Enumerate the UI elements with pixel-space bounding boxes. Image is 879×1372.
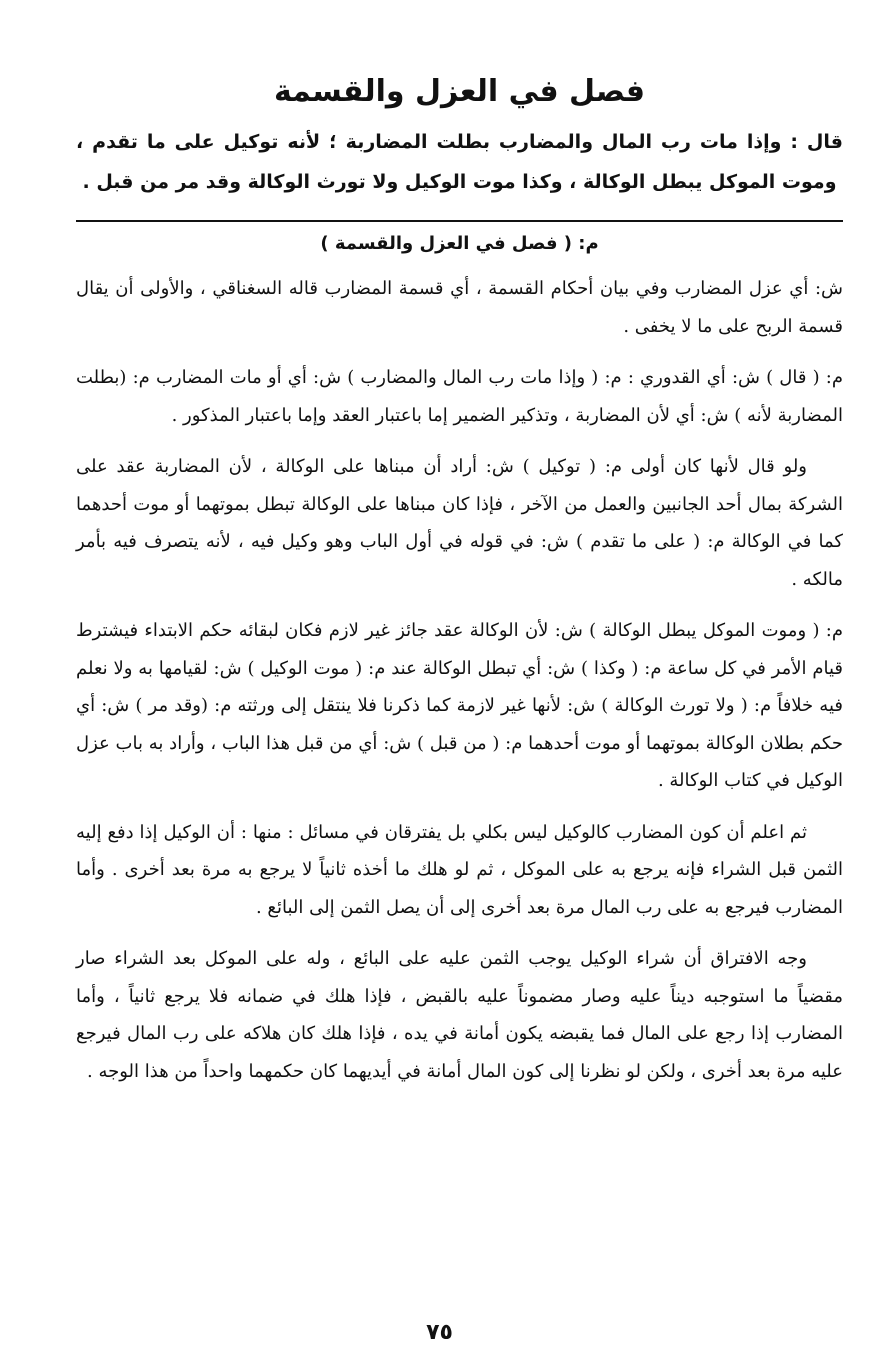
page-title: فصل في العزل والقسمة (273, 74, 646, 109)
commentary-paragraph-3: ولو قال لأنها كان أولى م: ( توكيل ) ش: أراد أن مبناها على الوكالة ، لأن المضاربة عقد على الشركة بمال أحد الجانبين والعمل من الآخر ، فإذا كان مبناها على الوكالة تبطل بموتهما أو موت أحدهما كما في الوكالة م: ( على ما تقدم ) ش: في قوله في أول الباب وهو وكيل فيه ، لأنه يتصرف فيه بأمر مالكه . (76, 456, 843, 590)
commentary-paragraph-6: وجه الافتراق أن شراء الوكيل يوجب الثمن عليه على البائع ، وله على الموكل بعد الشراء صار مقضياً ما استوجبه ديناً عليه وصار مضموناً عليه بالقبض ، فإذا هلك في ضمانه فلا يرجع ثانياً ، وأما المضارب إذا رجع على المال فما يقبضه يكون أمانة في يده ، فإذا هلك كان هلاكه على رب المال فيرجع عليه مرة بعد أخرى ، ولكن لو نظرنا إلى كون المال أمانة في أيديهما كان حكمهما واحداً من هذا الوجه . (76, 948, 843, 1082)
commentary-paragraph-1: ش: أي عزل المضارب وفي بيان أحكام القسمة ، أي قسمة المضارب قاله السغناقي ، والأولى أن يقال قسمة الربح على ما لا يخفى . (76, 278, 843, 337)
commentary-section (76, 224, 843, 1090)
separator-line (76, 220, 843, 222)
commentary-paragraph-5: ثم اعلم أن كون المضارب كالوكيل ليس بكلي بل يفترقان في مسائل : منها : أن الوكيل إذا دفع إليه الثمن قبل الشراء فإنه يرجع به على الموكل ، ثم لو هلك ما أخذه ثانياً لا يرجع به مرة بعد أخرى . وأما المضارب فيرجع به على رب المال مرة بعد أخرى إلى أن يصل الثمن إلى البائع . (76, 821, 843, 918)
section-heading: م: ( فصل في العزل والقسمة ) (320, 233, 599, 254)
matn-text: قال : وإذا مات رب المال والمضارب بطلت المضاربة ؛ لأنه توكيل على ما تقدم ، وموت الموكل يبطل الوكالة ، وكذا موت الوكيل ولا تورث الوكالة وقد مر من قبل . (76, 131, 843, 193)
commentary-paragraph-2: م: ( قال ) ش: أي القدوري : م: ( وإذا مات رب المال والمضارب ) ش: أي أو مات المضارب م: (بطلت المضاربة لأنه ) ش: أي لأن المضاربة ، وتذكير الضمير إما باعتبار العقد وإما باعتبار المذكور . (76, 367, 843, 426)
commentary-paragraph-4: م: ( وموت الموكل يبطل الوكالة ) ش: لأن الوكالة عقد جائز غير لازم فكان لبقائه حكم الابتداء فيشترط قيام الأمر في كل ساعة م: ( وكذا ) ش: أي تبطل الوكالة عند م: ( موت الوكيل ) ش: لقيامها به ولا نعلم فيه خلافاً م: ( ولا تورث الوكالة ) ش: لأنها غير لازمة كما ذكرنا فلا ينتقل إلى ورثته م: (وقد مر ) ش: أي حكم بطلان الوكالة بموتهما أو موت أحدهما م: ( من قبل ) ش: أي من قبل هذا الباب ، وأراد به باب عزل الوكيل في كتاب الوكالة . (76, 620, 843, 791)
page-number: ٧٥ (426, 1320, 453, 1345)
